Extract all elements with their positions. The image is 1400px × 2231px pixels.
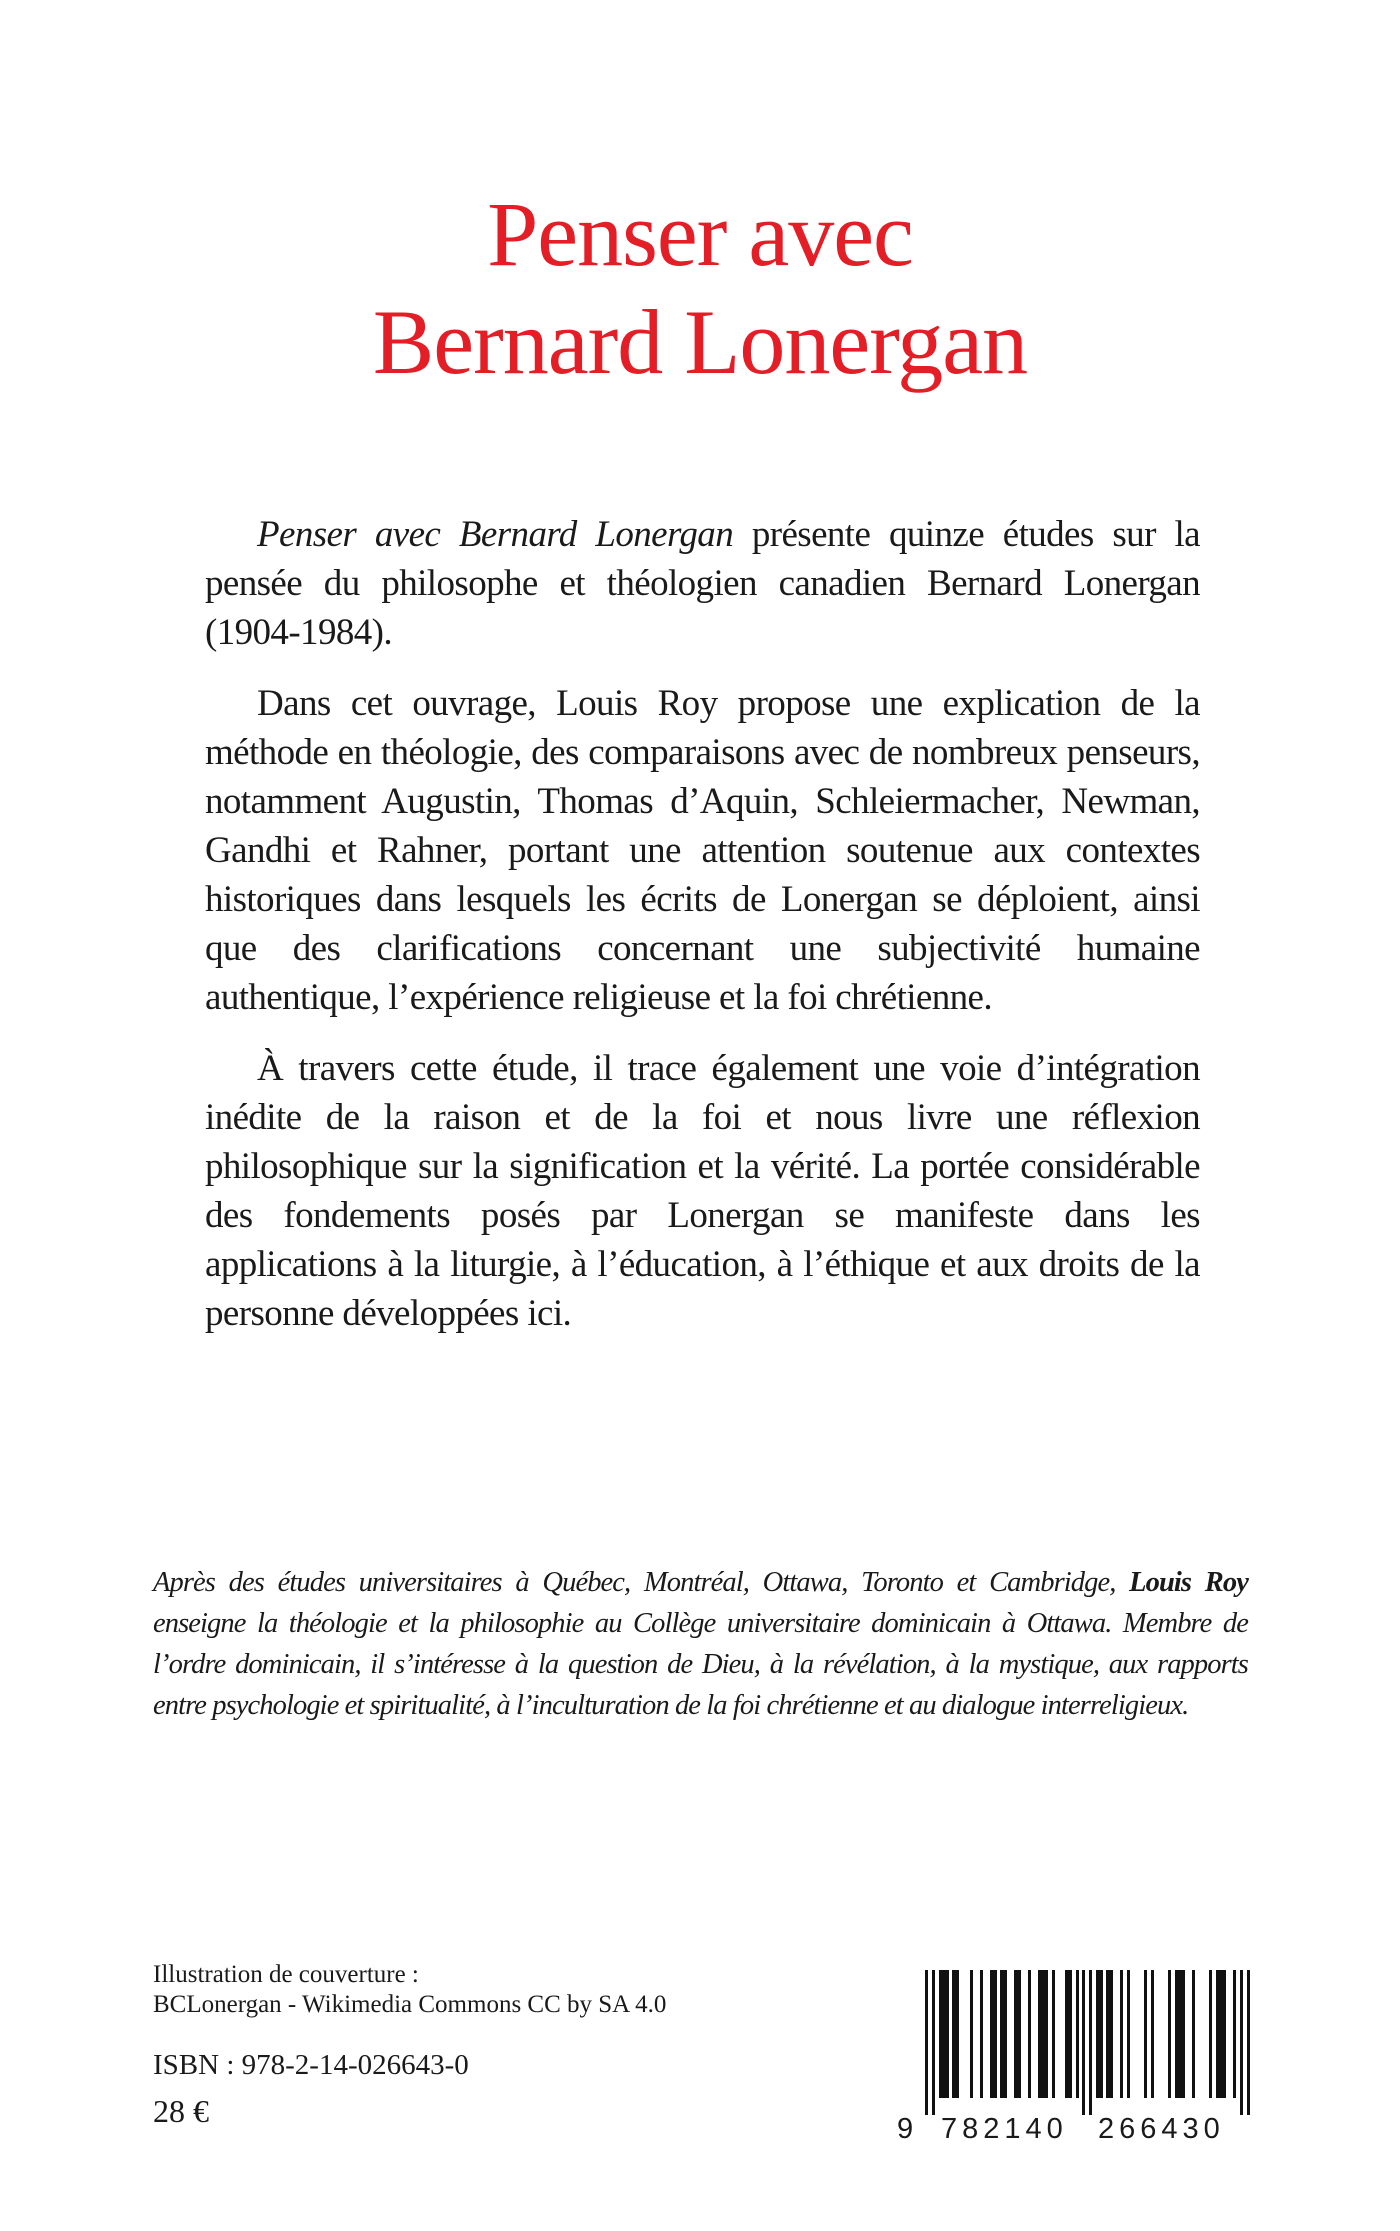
credits-label: Illustration de couverture : xyxy=(153,1961,419,1988)
author-bio-rest: enseigne la théologie et la philosophie au Collège universitaire dominicain à Ottawa. Membre de l’ordre dominicain, il s’intéresse à la question de Dieu, à la révélation, à la mystique, aux rapports entre psychologie et spiritualité, à l’inculturation de la foi chrétienne et au dialogue interreligieux. xyxy=(153,1608,1248,1721)
book-title xyxy=(0,180,1400,396)
summary-paragraph-1 xyxy=(205,510,1200,657)
book-summary xyxy=(205,510,1200,1360)
isbn-text: ISBN : 978-2-14-026643-0 xyxy=(153,2049,469,2081)
summary-paragraph-3: À travers cette étude, il trace également une voie d’intégration inédite de la raison et de la foi et nous livre une réflexion philosophique sur la signification et la vérité. La portée considérable des fondements posés par Lonergan se manifeste dans les applications à la liturgie, à l’éducation, à l’éthique et aux droits de la personne développées ici. xyxy=(205,1048,1200,1334)
author-bio xyxy=(153,1562,1248,1726)
barcode-bars-icon xyxy=(885,1965,1285,2115)
price-text: 28 € xyxy=(153,2093,209,2129)
author-bio-intro: Après des études universitaires à Québec, Montréal, Ottawa, Toronto et Cambridge, xyxy=(153,1567,1130,1598)
isbn-barcode xyxy=(885,1965,1285,2165)
summary-title-italic: Penser avec Bernard Lonergan xyxy=(257,514,734,555)
barcode-first-digit: 9 xyxy=(897,2113,916,2145)
barcode-left-group: 782140 xyxy=(941,2113,1068,2145)
cover-illustration-credits xyxy=(153,1960,666,2020)
barcode-right-group: 266430 xyxy=(1098,2113,1225,2145)
credits-source: BCLonergan - Wikimedia Commons CC by SA 4.0 xyxy=(153,1991,667,2018)
summary-paragraph-2: Dans cet ouvrage, Louis Roy propose une explication de la méthode en théologie, des comparaisons avec de nombreux penseurs, notamment Augustin, Thomas d’Aquin, Schleiermacher, Newman, Gandhi et Rahner, portant une attention soutenue aux contextes historiques dans lesquels les écrits de Lonergan se déploient, ainsi que des clarifications concernant une subjectivité humaine authentique, l’expérience religieuse et la foi chrétienne. xyxy=(205,683,1200,1018)
summary-paragraph-1-text: présente quinze études sur la pensée du philosophe et théologien canadien Bernard Lonergan (1904-1984). xyxy=(205,514,1201,653)
author-name: Louis Roy xyxy=(1129,1567,1248,1598)
title-line-1: Penser avec xyxy=(487,183,913,285)
title-line-2: Bernard Lonergan xyxy=(372,291,1028,393)
